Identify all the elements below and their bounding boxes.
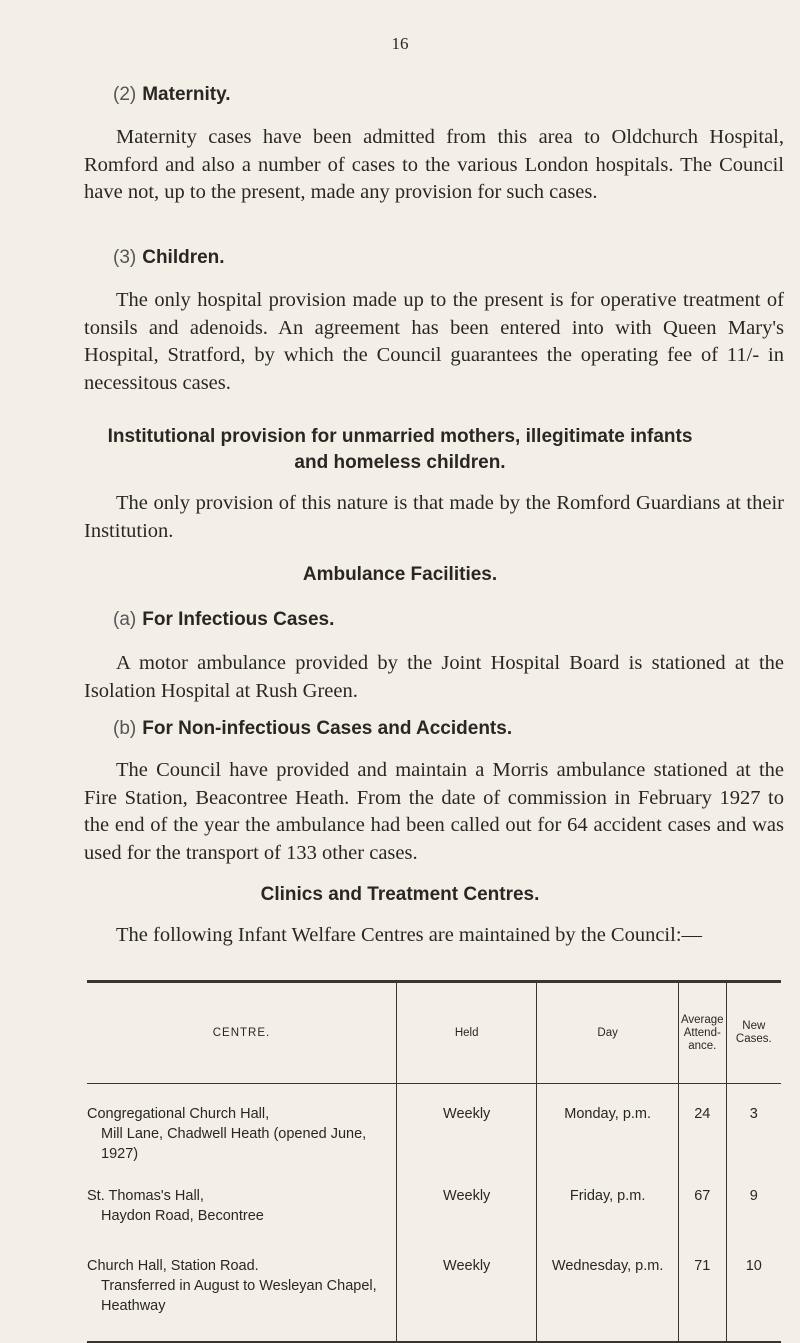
table-header-row bbox=[87, 982, 781, 1084]
clinics-paragraph: The following Infant Welfare Centres are maintained by the Council:— bbox=[116, 924, 703, 946]
infectious-number: (a) bbox=[113, 609, 137, 630]
children-number: (3) bbox=[113, 247, 137, 268]
header-held: Held bbox=[397, 982, 537, 1084]
header-average-attendance: Average Attend- ance. bbox=[678, 982, 726, 1084]
cell-centre bbox=[87, 1184, 397, 1254]
non-infectious-paragraph: The Council have provided and maintain a Morris ambulance stationed at the Fire Station, Beacontree Heath. From the date of commission in February 1927 to the end of the year the ambulance had been called out for 64 accident cases and was used for the transport of 133 other cases. bbox=[84, 759, 784, 864]
cell-centre bbox=[87, 1254, 397, 1342]
cell-new-cases: 10 bbox=[726, 1254, 781, 1342]
table-row bbox=[87, 1184, 781, 1254]
cell-attendance: 71 bbox=[678, 1254, 726, 1342]
non-infectious-title: For Non-infectious Cases and Accidents. bbox=[142, 718, 513, 739]
cell-held: Weekly bbox=[397, 1254, 537, 1342]
maternity-heading bbox=[113, 84, 231, 106]
children-heading bbox=[113, 247, 225, 269]
children-title: Children. bbox=[142, 247, 225, 268]
cell-day: Monday, p.m. bbox=[537, 1084, 679, 1185]
cell-new-cases: 3 bbox=[726, 1084, 781, 1185]
centre-name: Church Hall, Station Road. bbox=[87, 1258, 259, 1274]
maternity-title: Maternity. bbox=[142, 84, 231, 105]
cell-attendance: 67 bbox=[678, 1184, 726, 1254]
header-centre: CENTRE. bbox=[87, 982, 397, 1084]
institutional-paragraph: The only provision of this nature is that made by the Romford Guardians at their Institution. bbox=[84, 492, 784, 542]
centre-name: St. Thomas's Hall, bbox=[87, 1188, 204, 1204]
maternity-number: (2) bbox=[113, 84, 137, 105]
table-row bbox=[87, 1084, 781, 1185]
cell-centre bbox=[87, 1084, 397, 1185]
cell-day: Wednesday, p.m. bbox=[537, 1254, 679, 1342]
cell-held: Weekly bbox=[397, 1084, 537, 1185]
non-infectious-heading bbox=[113, 718, 512, 740]
page-number: 16 bbox=[391, 34, 409, 53]
institutional-heading bbox=[0, 424, 800, 476]
centre-detail: Transferred in August to Wesleyan Chapel, Heathway bbox=[101, 1278, 377, 1314]
cell-new-cases: 9 bbox=[726, 1184, 781, 1254]
table-row bbox=[87, 1254, 781, 1342]
infectious-heading bbox=[113, 609, 334, 631]
ambulance-heading: Ambulance Facilities. bbox=[302, 564, 498, 585]
centre-name: Congregational Church Hall, bbox=[87, 1106, 270, 1122]
clinics-heading: Clinics and Treatment Centres. bbox=[260, 884, 540, 905]
welfare-centres-table bbox=[87, 980, 781, 1343]
centre-detail: Mill Lane, Chadwell Heath (opened June, 1927) bbox=[101, 1126, 367, 1162]
maternity-paragraph: Maternity cases have been admitted from this area to Oldchurch Hospital, Romford and also a number of cases to the various London hospitals. The Council have not, up to the present, made any provision for such cases. bbox=[84, 126, 784, 203]
header-day: Day bbox=[537, 982, 679, 1084]
children-paragraph: The only hospital provision made up to the present is for operative treatment of tonsils and adenoids. An agreement has been entered into with Queen Mary's Hospital, Stratford, by which the Council guarantees the operating fee of 11/- in necessitous cases. bbox=[84, 289, 784, 394]
cell-attendance: 24 bbox=[678, 1084, 726, 1185]
infectious-paragraph: A motor ambulance provided by the Joint Hospital Board is stationed at the Isolation Hospital at Rush Green. bbox=[84, 652, 784, 702]
header-new-cases: New Cases. bbox=[726, 982, 781, 1084]
institutional-title-line2: and homeless children. bbox=[294, 452, 506, 473]
infectious-title: For Infectious Cases. bbox=[142, 609, 335, 630]
centre-detail: Haydon Road, Becontree bbox=[101, 1208, 264, 1224]
institutional-title-line1: Institutional provision for unmarried mothers, illegitimate infants bbox=[107, 426, 693, 447]
cell-day: Friday, p.m. bbox=[537, 1184, 679, 1254]
cell-held: Weekly bbox=[397, 1184, 537, 1254]
non-infectious-number: (b) bbox=[113, 718, 137, 739]
